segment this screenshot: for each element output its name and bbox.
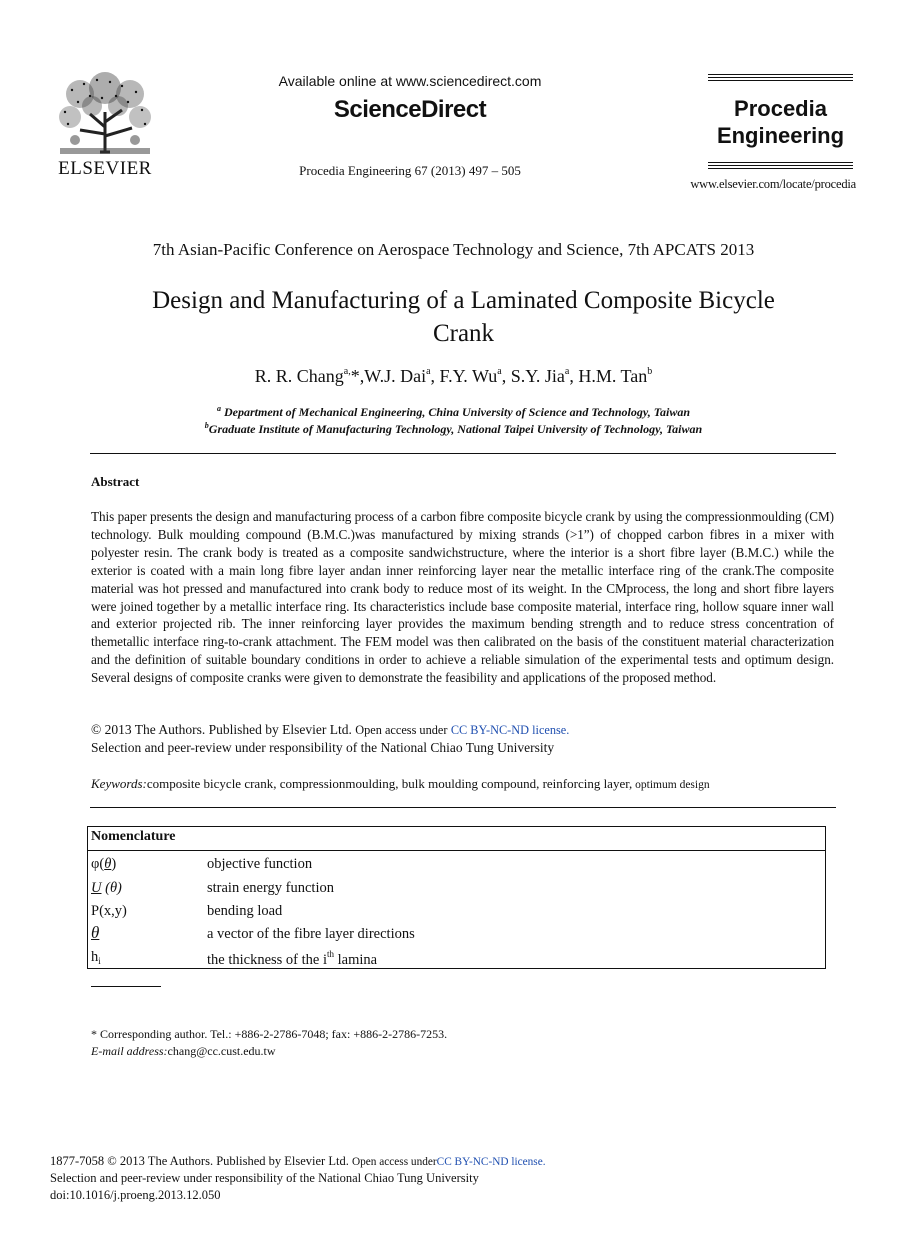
footer-doi[interactable]: doi:10.1016/j.proeng.2013.12.050	[50, 1188, 221, 1202]
footer-license-link[interactable]: CC BY-NC-ND license.	[436, 1156, 546, 1168]
nomenclature-description: a vector of the fibre layer directions	[207, 926, 415, 942]
footnote-rule	[91, 986, 161, 987]
email-label: E-mail address:	[91, 1044, 168, 1058]
open-access-text: Open access under	[355, 723, 448, 737]
footer-open-access: Open access under	[351, 1156, 437, 1168]
nomenclature-row	[88, 924, 825, 947]
footer-issn: 1877-7058 © 2013 The Authors. Published by Elsevier Ltd.	[50, 1154, 349, 1168]
journal-logo-line1: Procedia	[734, 96, 827, 121]
peer-review-line: Selection and peer-review under responsibility of the National Chiao Tung University	[91, 740, 555, 755]
author-name: H.M. Tan	[578, 366, 648, 386]
paper-title-line1: Design and Manufacturing of a Laminated Composite Bicycle	[152, 287, 775, 314]
author-name: S.Y. Jia	[510, 366, 565, 386]
paper-title-line2: Crank	[432, 320, 495, 347]
author-sep: *,	[350, 366, 365, 386]
nomenclature-row	[88, 947, 825, 970]
email-line	[91, 1044, 276, 1059]
nomenclature-row	[88, 901, 825, 924]
affiliation-text: Department of Mechanical Engineering, China University of Science and Technology, Taiwan	[220, 405, 691, 419]
paper-title	[90, 284, 837, 350]
nomenclature-row	[88, 878, 825, 901]
elsevier-wordmark: ELSEVIER	[58, 158, 152, 179]
nomenclature-title: Nomenclature	[91, 829, 176, 844]
abstract-heading: Abstract	[91, 474, 140, 489]
author-list	[90, 366, 817, 387]
nomenclature-symbol	[91, 880, 122, 897]
symbol-part: )	[111, 856, 117, 872]
author-name: R. R. Chang	[254, 366, 344, 386]
nomenclature-symbol: P(x,y)	[91, 903, 127, 919]
author-name: F.Y. Wu	[439, 366, 498, 386]
author-mark: a	[564, 366, 570, 377]
author-mark: a,	[343, 366, 351, 377]
nomenclature-box	[87, 826, 826, 969]
journal-logo-box	[708, 74, 853, 174]
corresponding-author: * Corresponding author. Tel.: +886-2-2786-7048; fax: +886-2-2786-7253.	[91, 1027, 448, 1041]
keywords-label: Keywords:	[91, 776, 147, 791]
symbol-var: U	[91, 880, 102, 896]
copyright-line	[91, 722, 834, 738]
symbol-part: (θ)	[101, 880, 122, 896]
nomenclature-divider	[88, 850, 825, 851]
nomenclature-description	[207, 949, 377, 969]
license-link[interactable]: CC BY-NC-ND license.	[450, 723, 570, 737]
nomenclature-description: objective function	[207, 856, 313, 872]
copyright-text: © 2013 The Authors. Published by Elsevier Ltd.	[91, 722, 352, 737]
nomenclature-row	[88, 854, 825, 877]
nomenclature-description: strain energy function	[207, 880, 334, 896]
symbol-sub: i	[98, 956, 101, 966]
elsevier-logo	[50, 72, 160, 184]
journal-logo-line2: Engineering	[716, 123, 845, 148]
affiliation-mark: b	[204, 421, 209, 430]
affiliation-mark: a	[216, 404, 221, 413]
journal-url-link[interactable]: www.elsevier.com/locate/procedia	[690, 177, 856, 191]
affiliation-a	[40, 404, 867, 420]
symbol-var: θ	[104, 856, 112, 872]
affiliation-b	[40, 421, 867, 437]
symbol-part: φ(	[91, 856, 105, 872]
nomenclature-description: bending load	[207, 903, 283, 919]
nomenclature-symbol: θ	[91, 923, 100, 942]
divider	[90, 453, 836, 454]
keywords-list: composite bicycle crank, compressionmoulding, bulk moulding compound, reinforcing layer,	[146, 776, 633, 791]
author-sep: ,	[569, 366, 579, 386]
desc-part: the thickness of the i	[207, 952, 328, 968]
journal-citation: Procedia Engineering 67 (2013) 497 – 505	[299, 163, 521, 178]
author-name: W.J. Dai	[364, 366, 427, 386]
footer-issn-line	[50, 1154, 546, 1169]
journal-logo-text	[708, 95, 853, 149]
keywords-last: optimum design	[632, 779, 710, 791]
author-sep: ,	[430, 366, 440, 386]
author-mark: a	[426, 366, 431, 377]
author-mark: a	[497, 366, 502, 377]
desc-part: lamina	[334, 952, 378, 968]
author-sep: ,	[501, 366, 511, 386]
affiliation-text: Graduate Institute of Manufacturing Technology, National Taipei University of Technology, Taiwan	[208, 422, 703, 436]
footer-peer-review: Selection and peer-review under responsibility of the National Chiao Tung University	[50, 1171, 479, 1185]
divider	[90, 807, 836, 808]
elsevier-tree-icon	[50, 72, 160, 156]
symbol-part: h	[91, 949, 99, 965]
conference-line: 7th Asian-Pacific Conference on Aerospace Technology and Science, 7th APCATS 2013	[152, 240, 755, 259]
nomenclature-symbol	[91, 856, 116, 873]
sciencedirect-title: ScienceDirect	[333, 96, 487, 123]
author-mark: b	[647, 366, 653, 377]
nomenclature-symbol	[91, 949, 101, 966]
keywords-line	[91, 776, 834, 792]
available-online-line: Available online at www.sciencedirect.com	[278, 73, 542, 89]
abstract-body: This paper presents the design and manufacturing process of a carbon fibre composite bicycle crank by using the compressionmoulding (CM) technology. Bulk moulding compound (B.M.C.)was manufactured by mixing strands (>1”) of chopped carbon fibres in a mixer with polyester resin. The crank body is treated as a composite sandwichstructure, where the interior is a short fibre layer (B.M.C.) while the exterior is coated with a main long fibre layer andan inner reinforcing layer near the metallic interface ring of the crank.The composite material was hot pressed and manufactured into crank body to reduce most of its weight. In the CMprocess, the long and short fibre layers were joined together by a metallic interface ring. Its characteristics include base composite material, interface ring, hollow square inner wall and exterior projected rib. The inner reinforcing layer provides the maximum bending strength and to reduce stress concentration of themetallic interface ring-to-crank attachment. The FEM model was then calibrated on the basis of the constituent material characterization and the definition of suitable boundary conditions in order to achieve a reliable simulation of the experimental tests and optimum design. Several designs of composite cranks were given to demonstrate the feasibility and applications of the proposed method.	[91, 509, 834, 686]
desc-sup: th	[327, 949, 335, 959]
email-address[interactable]: chang@cc.cust.edu.tw	[167, 1044, 276, 1058]
